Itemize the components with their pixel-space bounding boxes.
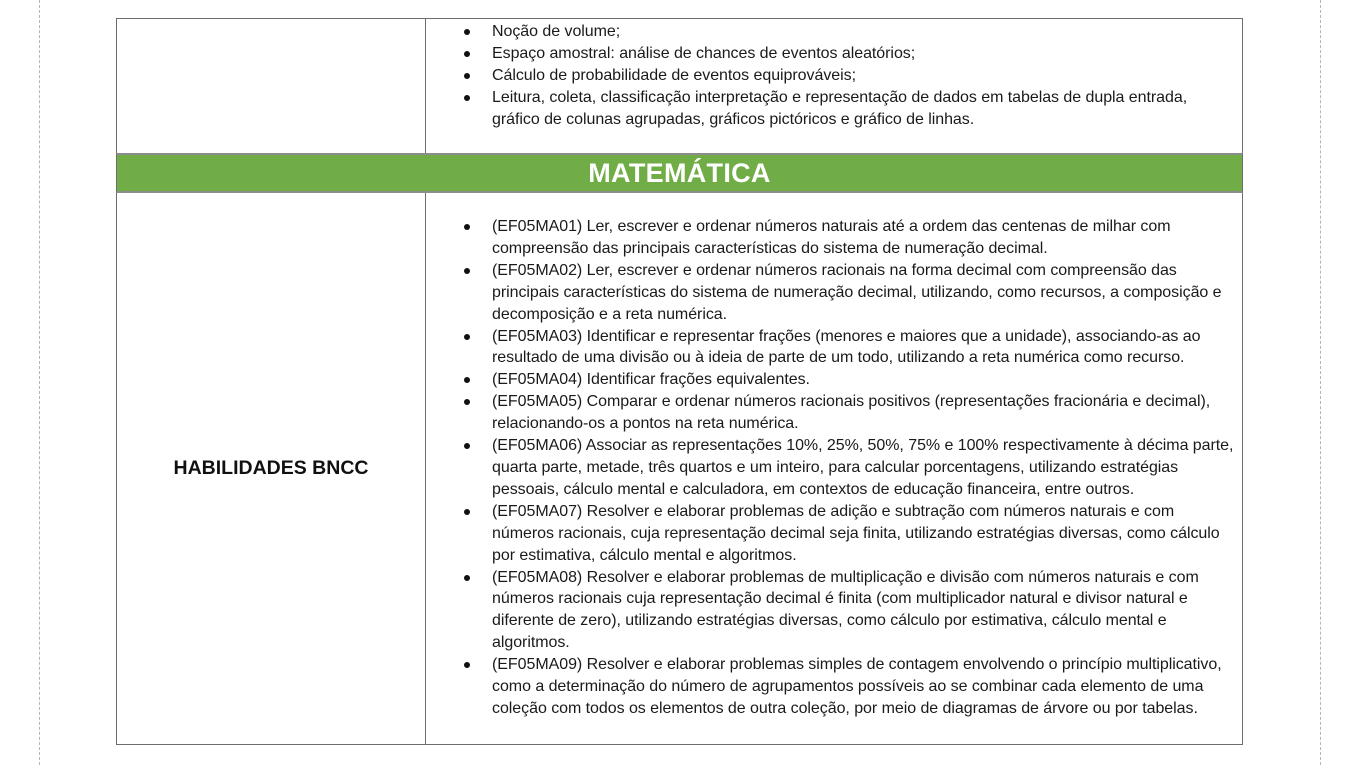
list-item	[426, 260, 1236, 326]
list-item-text: (EF05MA05) Comparar e ordenar números racionais positivos (representações fracionária e decimal), relacionando-os a pontos na reta numérica.	[492, 393, 1211, 433]
section-title: MATEMÁTICA	[588, 157, 771, 188]
page-margin-right-border	[1320, 0, 1321, 765]
habilidades-label: HABILIDADES BNCC	[173, 457, 369, 479]
list-item-text: (EF05MA04) Identificar frações equivalentes.	[492, 371, 810, 389]
bullet-icon	[464, 334, 470, 340]
list-item	[426, 21, 1236, 43]
list-item	[426, 654, 1236, 720]
page-margin-left-border	[39, 0, 40, 765]
bullet-icon	[464, 662, 470, 668]
list-item-text: Cálculo de probabilidade de eventos equiprováveis;	[492, 66, 856, 84]
bullet-icon	[464, 509, 470, 515]
previous-section-row	[116, 18, 1243, 153]
list-item-text: (EF05MA06) Associar as representações 10%, 25%, 50%, 75% e 100% respectivamente à décima parte, quarta parte, metade, três quartos e um inteiro, para calcular porcentagens, utilizando estratégias pessoais, cálculo mental e calculadora, em contextos de educação financeira, entre outros.	[492, 437, 1234, 498]
list-item-text: (EF05MA08) Resolver e elaborar problemas de multiplicação e divisão com números naturais e com números racionais cuja representação decimal é finita (com multiplicador natural e divisor natural e diferente de zero), utilizando estratégias diversas, como cálculo por estimativa, cálculo mental e algoritmos.	[492, 568, 1199, 652]
previous-section-list	[426, 21, 1236, 131]
list-item-text: (EF05MA09) Resolver e elaborar problemas simples de contagem envolvendo o princípio multiplicativo, como a determinação do número de agrupamentos possíveis ao se combinar cada elemento de uma coleção com todos os elementos de outra coleção, por meio de diagramas de árvore ou por tabelas.	[492, 656, 1222, 717]
curriculum-table	[116, 18, 1243, 745]
list-item	[426, 87, 1236, 131]
habilidades-row	[116, 193, 1243, 745]
list-item	[426, 65, 1236, 87]
habilidades-list	[426, 216, 1236, 720]
bullet-icon	[464, 95, 470, 101]
habilidades-content-cell	[426, 193, 1242, 744]
list-item	[426, 391, 1236, 435]
bullet-icon	[464, 73, 470, 79]
list-item	[426, 435, 1236, 501]
bullet-icon	[464, 51, 470, 57]
bullet-icon	[464, 268, 470, 274]
bullet-icon	[464, 575, 470, 581]
list-item-text: Noção de volume;	[492, 23, 621, 40]
list-item-text: (EF05MA01) Ler, escrever e ordenar números naturais até a ordem das centenas de milhar com compreensão das principais características do sistema de numeração decimal.	[492, 218, 1171, 257]
list-item	[426, 216, 1236, 260]
list-item-text: (EF05MA07) Resolver e elaborar problemas de adição e subtração com números naturais e com números racionais, cuja representação decimal seja finita, utilizando estratégias diversas, como cálculo por estimativa, cálculo mental e algoritmos.	[492, 502, 1220, 564]
list-item	[426, 567, 1236, 655]
bullet-icon	[464, 29, 470, 35]
bullet-icon	[464, 224, 470, 230]
list-item-text: Espaço amostral: análise de chances de eventos aleatórios;	[492, 44, 916, 62]
habilidades-label-cell	[117, 193, 426, 744]
list-item-text: (EF05MA02) Ler, escrever e ordenar números racionais na forma decimal com compreensão das principais características do sistema de numeração decimal, utilizando, como recursos, a composição e decomposição e a reta numérica.	[492, 261, 1222, 323]
previous-section-label-cell	[117, 19, 426, 153]
bullet-icon	[464, 399, 470, 405]
list-item-text: Leitura, coleta, classificação interpretação e representação de dados em tabelas de dupla entrada, gráfico de colunas agrupadas, gráficos pictóricos e gráfico de linhas.	[492, 88, 1188, 128]
list-item-text: (EF05MA03) Identificar e representar frações (menores e maiores que a unidade), associando-as ao resultado de uma divisão ou à ideia de parte de um todo, utilizando a reta numérica como recurso.	[492, 327, 1201, 367]
list-item	[426, 43, 1236, 65]
list-item	[426, 326, 1236, 370]
bullet-icon	[464, 443, 470, 449]
previous-section-content-cell	[426, 19, 1242, 153]
section-header-matematica	[116, 153, 1243, 193]
list-item	[426, 369, 1236, 391]
bullet-icon	[464, 377, 470, 383]
list-item	[426, 501, 1236, 567]
